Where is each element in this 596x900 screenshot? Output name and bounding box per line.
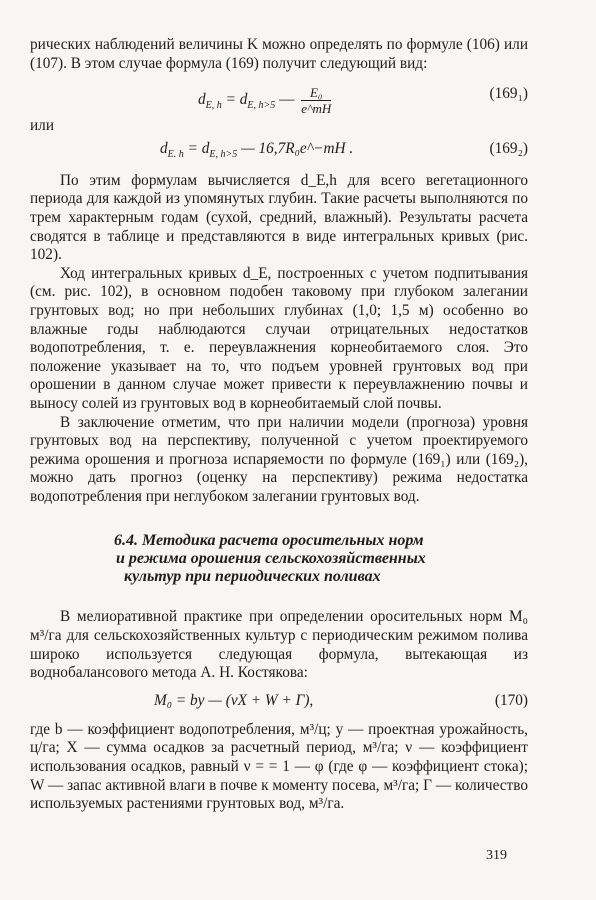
paragraph-6: где b — коэффициент водопотребления, м³/ц; y — проектная урожайность, ц/га; X — сумма осадков за расчетный период, м³/га; ν — коэффициент использования осадков, равный ν = = 1 — φ (где φ — коэффициент стока); W — запас активной влаги в почве к моменту посева, м³/га; Г — количество используемых растениями грунтовых вод, м³/га. (30, 720, 528, 813)
equation-169-1: $d_{E, h} = d_{E, h>5}$ — $\frac{\text{E₀}}{e\^{}mH}$ (169₁) (198, 85, 528, 117)
page-body (30, 36, 528, 814)
paragraph-1: рических наблюдений величины K можно определять по формуле (106) или (107). В этом случае формула (169) получит следующий вид: (30, 36, 528, 72)
paragraph-5: В мелиоративной практике при определении оросительных норм M₀ м³/га для сельскохозяйственных культур с периодическим режимом полива широко используется следующая формула, вытекающая из воднобалансового метода А. Н. Костякова: (30, 608, 528, 682)
paragraph-2: По этим формулам вычисляется d_E,h для всего вегетационного периода для каждой из упомянутых глубин. Такие расчеты выполняются по трем характерным годам (сухой, средний, влажный). Результаты расчета сводятся в таблице и представляются в виде интегральных кривых (рис. 102). (30, 171, 528, 264)
fraction: $\frac{\text{E₀}}{e\^{}mH}$ (301, 85, 332, 117)
page-number: 319 (486, 848, 507, 863)
or-word: или (30, 117, 55, 135)
equation-number: (169₂) (489, 139, 528, 157)
equation-170: M₀ = by — (νX + W + Г), (170) (154, 691, 528, 709)
paragraph-3: Ход интегральных кривых d_E, построенных с учетом подпитывания (см. рис. 102), в основном подобен таковому при глубоком залегании грунтовых вод; но при небольших глубинах (1,0; 1,5 м) особенно во влажные годы наблюдаются случаи отрицательных недостатков водопотребления, т. е. переувлажнения корнеобитаемого слоя. Это положение указывает на то, что подъем уровней грунтовых вод при орошении в данном случае может привести к переувлажнению почвы и выносу солей из грунтовых вод в корнеобитаемый слой почвы. (30, 264, 528, 412)
paragraph-4: В заключение отметим, что при наличии модели (прогноза) уровня грунтовых вод на перспективу, полученной с учетом проектируемого режима орошения и прогноза испаряемости по формуле (169₁) или (169₂), можно дать прогноз (оценку на перспективу) режима недостатка водопотребления при неглубоком залегании грунтовых вод. (30, 413, 528, 505)
equation-number: (170) (494, 691, 528, 709)
equation-number: (169₁) (489, 85, 528, 103)
equation-169-2: $d_{E. h} = d_{E, h>5}$ — 16,7R₀e^−mH . (169₂) (160, 139, 528, 160)
section-heading: 6.4. Методика расчета оросительных норм и режима орошения сельскохозяйственных культур при периодических поливах (114, 532, 426, 586)
